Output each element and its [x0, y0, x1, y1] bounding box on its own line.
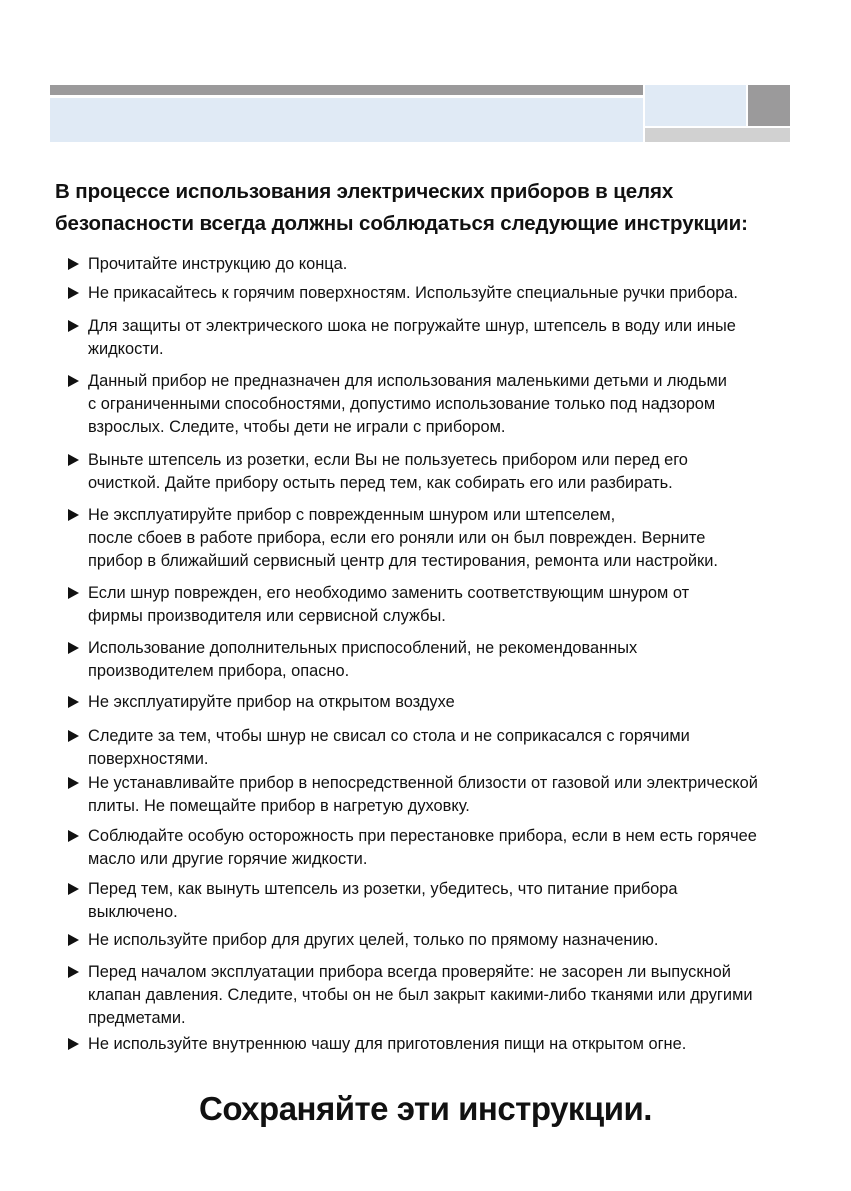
- page-heading: [55, 176, 748, 240]
- list-item-line: с ограниченными способностями, допустимо использование только под надзором: [88, 395, 716, 413]
- heading-line: безопасности всегда должны соблюдаться следующие инструкции:: [55, 212, 748, 235]
- list-item-text: [88, 1033, 686, 1056]
- list-item-line: Не эксплуатируйте прибор с поврежденным шнуром или штепселем,: [88, 506, 616, 524]
- list-item-line: Не устанавливайте прибор в непосредственной близости от газовой или электрической: [88, 774, 758, 792]
- list-item-text: [88, 449, 688, 495]
- triangle-bullet-icon: [68, 730, 79, 742]
- triangle-bullet-icon: [68, 258, 79, 270]
- list-item: [68, 582, 689, 628]
- list-item: [68, 825, 757, 871]
- triangle-bullet-icon: [68, 777, 79, 789]
- list-item: [68, 253, 347, 276]
- list-item: [68, 315, 736, 361]
- list-item-line: Перед началом эксплуатации прибора всегда проверяйте: не засорен ли выпускной: [88, 963, 731, 981]
- list-item-text: [88, 315, 736, 361]
- list-item-line: Перед тем, как вынуть штепсель из розетки, убедитесь, что питание прибора: [88, 880, 678, 898]
- triangle-bullet-icon: [68, 320, 79, 332]
- list-item-text: [88, 961, 753, 1030]
- list-item-line: выключено.: [88, 903, 178, 921]
- list-item: [68, 772, 758, 818]
- list-item-line: Использование дополнительных приспособлений, не рекомендованных: [88, 639, 638, 657]
- list-item-text: [88, 772, 758, 818]
- header-bar-blue: [50, 98, 643, 142]
- list-item-line: масло или другие горячие жидкости.: [88, 850, 368, 868]
- triangle-bullet-icon: [68, 934, 79, 946]
- list-item-line: поверхностями.: [88, 750, 209, 768]
- triangle-bullet-icon: [68, 966, 79, 978]
- list-item-text: [88, 929, 658, 952]
- triangle-bullet-icon: [68, 883, 79, 895]
- list-item-text: [88, 637, 637, 683]
- triangle-bullet-icon: [68, 830, 79, 842]
- list-item: [68, 1033, 686, 1056]
- list-item-line: фирмы производителя или сервисной службы.: [88, 607, 446, 625]
- list-item-line: прибор в ближайший сервисный центр для тестирования, ремонта или настройки.: [88, 552, 718, 570]
- list-item: [68, 282, 738, 305]
- triangle-bullet-icon: [68, 454, 79, 466]
- list-item: [68, 961, 753, 1030]
- list-item-line: Для защиты от электрического шока не погружайте шнур, штепсель в воду или иные: [88, 317, 736, 335]
- list-item-line: Данный прибор не предназначен для использования маленькими детьми и людьми: [88, 372, 727, 390]
- list-item-line: Не используйте внутреннюю чашу для приготовления пищи на открытом огне.: [88, 1035, 687, 1053]
- list-item-text: [88, 582, 689, 628]
- list-item-line: Если шнур поврежден, его необходимо заменить соответствующим шнуром от: [88, 584, 690, 602]
- triangle-bullet-icon: [68, 1038, 79, 1050]
- list-item-line: клапан давления. Следите, чтобы он не был закрыт какими-либо тканями или другими: [88, 986, 753, 1004]
- triangle-bullet-icon: [68, 696, 79, 708]
- list-item-line: очисткой. Дайте прибору остыть перед тем, как собирать его или разбирать.: [88, 474, 673, 492]
- header-box-gray: [748, 85, 790, 126]
- heading-line: В процессе использования электрических приборов в целях: [55, 180, 674, 203]
- list-item-line: плиты. Не помещайте прибор в нагретую духовку.: [88, 797, 470, 815]
- list-item-text: [88, 725, 690, 771]
- header-bar-gray: [50, 85, 643, 95]
- list-item-text: [88, 282, 738, 305]
- list-item-line: Выньте штепсель из розетки, если Вы не пользуетесь прибором или перед его: [88, 451, 688, 469]
- list-item: [68, 929, 658, 952]
- list-item: [68, 449, 688, 495]
- triangle-bullet-icon: [68, 509, 79, 521]
- list-item-line: жидкости.: [88, 340, 164, 358]
- list-item-line: производителем прибора, опасно.: [88, 662, 350, 680]
- list-item-line: Прочитайте инструкцию до конца.: [88, 255, 348, 273]
- list-item: [68, 725, 690, 771]
- list-item-line: Не эксплуатируйте прибор на открытом воздухе: [88, 693, 455, 711]
- list-item-text: [88, 504, 718, 573]
- list-item-line: Не прикасайтесь к горячим поверхностям. Используйте специальные ручки прибора.: [88, 284, 738, 302]
- list-item: [68, 691, 455, 714]
- list-item-text: [88, 825, 757, 871]
- list-item: [68, 504, 718, 573]
- list-item-line: Следите за тем, чтобы шнур не свисал со стола и не соприкасался с горячими: [88, 727, 690, 745]
- list-item: [68, 878, 678, 924]
- list-item-line: Не используйте прибор для других целей, только по прямому назначению.: [88, 931, 659, 949]
- list-item-line: после сбоев в работе прибора, если его роняли или он был поврежден. Верните: [88, 529, 706, 547]
- triangle-bullet-icon: [68, 642, 79, 654]
- footer-title: Сохраняйте эти инструкции.: [199, 1090, 652, 1127]
- triangle-bullet-icon: [68, 287, 79, 299]
- list-item: [68, 637, 637, 683]
- list-item-line: предметами.: [88, 1009, 186, 1027]
- triangle-bullet-icon: [68, 587, 79, 599]
- list-item-text: [88, 691, 455, 714]
- list-item-line: Соблюдайте особую осторожность при перестановке прибора, если в нем есть горячее: [88, 827, 757, 845]
- list-item-text: [88, 253, 347, 276]
- list-item-text: [88, 370, 727, 439]
- triangle-bullet-icon: [68, 375, 79, 387]
- header-box-blue: [645, 85, 746, 126]
- list-item: [68, 370, 727, 439]
- header-bar-light-gray: [645, 128, 790, 142]
- list-item-text: [88, 878, 678, 924]
- list-item-line: взрослых. Следите, чтобы дети не играли с прибором.: [88, 418, 506, 436]
